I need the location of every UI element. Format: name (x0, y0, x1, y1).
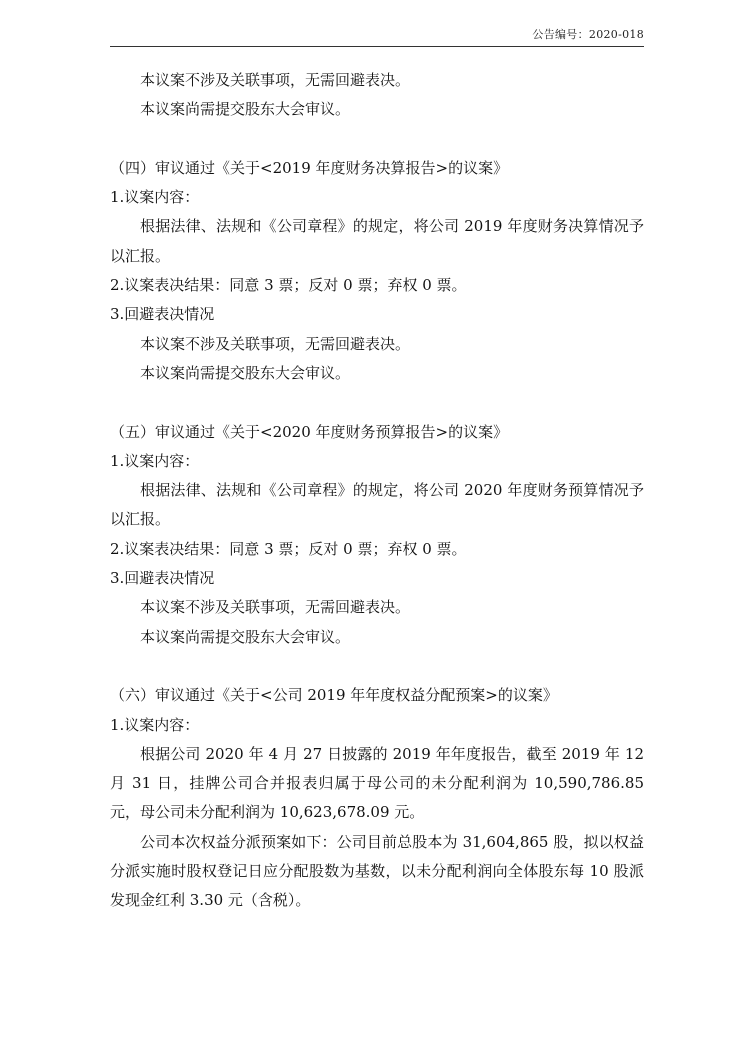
section-6-paragraph-1: 根据公司 2020 年 4 月 27 日披露的 2019 年年度报告，截至 2019 年 12 月 31 日，挂牌公司合并报表归属于母公司的未分配利润为 10,590,786.85 元，母公司未分配利润为 10,623,678.09 元。 (110, 744, 644, 822)
section-4-needs-approval: 本议案尚需提交股东大会审议。 (140, 363, 351, 382)
spacer (110, 652, 644, 681)
section-5-avoid-label: 3.回避表决情况 (110, 569, 215, 588)
page-header (110, 0, 644, 47)
section-4-content: 根据法律、法规和《公司章程》的规定，将公司 2019 年度财务决算情况予以汇报。 (110, 217, 644, 265)
needs-approval-statement: 本议案尚需提交股东大会审议。 (140, 100, 351, 119)
section-6-title: （六）审议通过《关于<公司 2019 年年度权益分配预案>的议案》 (110, 686, 558, 705)
section-4-vote-result: 2.议案表决结果：同意 3 票；反对 0 票；弃权 0 票。 (110, 276, 467, 295)
section-5-needs-approval: 本议案尚需提交股东大会审议。 (140, 627, 351, 646)
section-5-vote-result: 2.议案表决结果：同意 3 票；反对 0 票；弃权 0 票。 (110, 539, 467, 558)
announcement-number: 公告编号：2020-018 (532, 28, 644, 41)
section-5-content: 根据法律、法规和《公司章程》的规定，将公司 2020 年度财务预算情况予以汇报。 (110, 481, 644, 529)
section-4 (110, 154, 644, 388)
section-4-content-label: 1.议案内容： (110, 188, 200, 207)
spacer (110, 388, 644, 417)
section-6-paragraph-2: 公司本次权益分派预案如下：公司目前总股本为 31,604,865 股，拟以权益分派实施时股权登记日应分配股数为基数，以未分配利润向全体股东每 10 股派发现金红利 3.30 元（含税）。 (110, 832, 644, 910)
section-5-title: （五）审议通过《关于<2020 年度财务预算报告>的议案》 (110, 422, 509, 441)
section-5-content-label: 1.议案内容： (110, 451, 200, 470)
document-body (110, 66, 644, 916)
section-4-no-related: 本议案不涉及关联事项，无需回避表决。 (140, 334, 411, 353)
spacer (110, 125, 644, 154)
section-6 (110, 681, 644, 915)
section-5 (110, 418, 644, 652)
section-6-content-label: 1.议案内容： (110, 715, 200, 734)
no-related-statement: 本议案不涉及关联事项，无需回避表决。 (140, 71, 411, 89)
section-4-avoid-label: 3.回避表决情况 (110, 305, 215, 324)
section-5-no-related: 本议案不涉及关联事项，无需回避表决。 (140, 598, 411, 617)
section-4-title: （四）审议通过《关于<2019 年度财务决算报告>的议案》 (110, 158, 509, 177)
